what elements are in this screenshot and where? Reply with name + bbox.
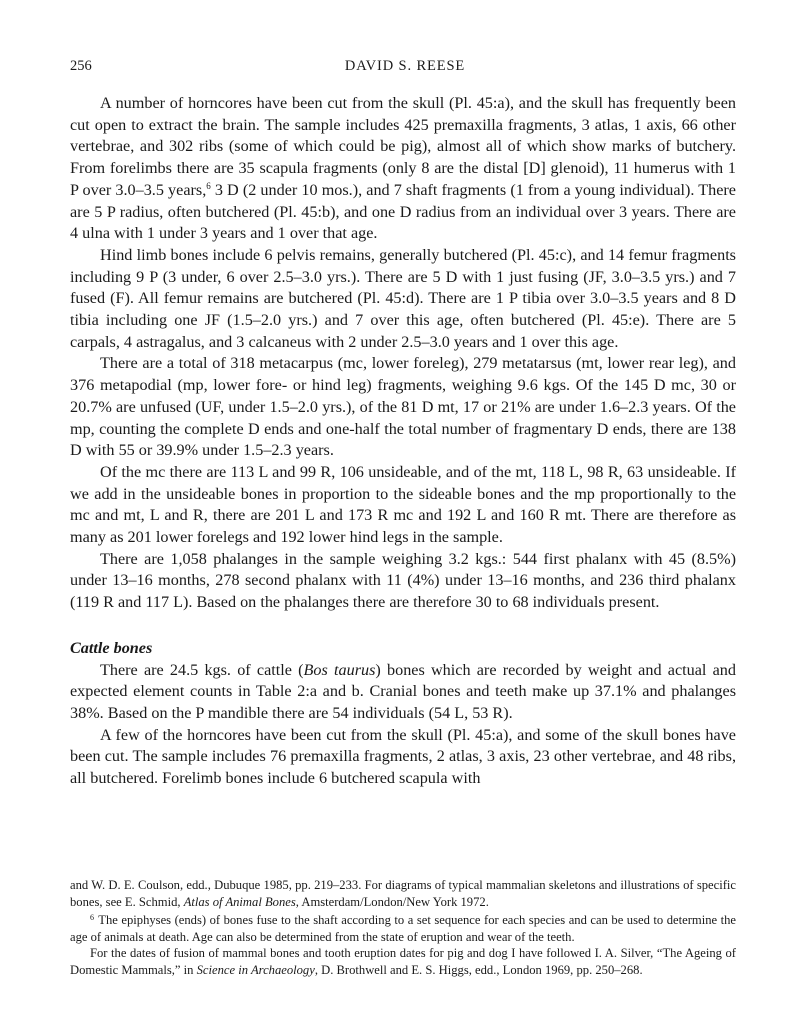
paragraph-metapodials: There are a total of 318 metacarpus (mc, lower foreleg), 279 metatarsus (mt, lower rear leg), and 376 metapodial (mp, lower fore- or hind leg) fragments, weighing 9.6 kgs. Of the 145 D mc, 30 or 20.7% are unfused (UF, under 1.5–2.0 yrs.), of the 81 D mt, 17 or 21% are under 1.6–2.3 years. Of the mp, counting the complete D ends and one-half the total number of fragmentary D ends, there are 138 D with 55 or 39.9% under 1.5–2.3 years.	[70, 354, 736, 460]
footnote-continuation: and W. D. E. Coulson, edd., Dubuque 1985, pp. 219–233. For diagrams of typical mammalian skeletons and illustrations of specific bones, see E. Schmid, Atlas of Animal Bones, Amsterdam/London/New York 1972.	[70, 878, 736, 909]
footnote-6: $^6$ The epiphyses (ends) of bones fuse to the shaft according to a set sequence for each species and can be used to determine the age of animals at death. Age can also be determined from the state of eruption and wear of the teeth.	[70, 913, 736, 944]
footnote-silver: For the dates of fusion of mammal bones and tooth eruption dates for pig and dog I have followed I. A. Silver, “The Ageing of Domestic Mammals,” in Science in Archaeology, D. Brothwell and E. S. Higgs, edd., London 1969, pp. 250–268.	[70, 946, 736, 977]
paragraph-cattle-horncores: A few of the horncores have been cut from the skull (Pl. 45:a), and some of the skull bones have been cut. The sample includes 76 premaxilla fragments, 2 atlas, 3 axis, 23 other vertebrae, and 48 ribs, all butchered. Forelimb bones include 6 butchered scapula with	[70, 725, 736, 788]
paragraph-siding: Of the mc there are 113 L and 99 R, 106 unsideable, and of the mt, 118 L, 98 R, 63 unsideable. If we add in the unsideable bones in proportion to the sideable bones and the mp proportionally to the mc and mt, L and R, there are 201 L and 173 R mc and 192 L and 160 R mt. There are therefore as many as 201 lower forelegs and 192 lower hind legs in the sample.	[70, 462, 736, 547]
footnote-ref-6[interactable]: 6	[206, 180, 211, 191]
footnotes	[70, 877, 736, 979]
footnote-marker-6: 6	[90, 913, 94, 923]
paragraph-hind-limb: Hind limb bones include 6 pelvis remains, generally butchered (Pl. 45:c), and 14 femur fragments including 9 P (3 under, 6 over 2.5–3.0 yrs.). There are 5 D with 1 just fusing (JF, 3.0–3.5 yrs.) and 7 fused (F). All femur remains are butchered (Pl. 45:d). There are 1 P tibia over 3.0–3.5 years and 8 D tibia including one JF (1.5–2.0 yrs.) and 7 over this age, often butchered (Pl. 45:e). There are 5 carpals, 4 astragalus, and 3 calcaneus with 2 under 2.5–3.0 years and 1 over this age.	[70, 245, 736, 351]
author-name: DAVID S. REESE	[344, 58, 466, 74]
paragraph-phalanges: There are 1,058 phalanges in the sample weighing 3.2 kgs.: 544 first phalanx with 45 (8.5%) under 13–16 months, 278 second phalanx with 11 (4%) under 13–16 months, and 236 third phalanx (119 R and 117 L). Based on the phalanges there are therefore 30 to 68 individuals present.	[70, 549, 736, 612]
section-heading-cattle: Cattle bones	[70, 638, 153, 657]
running-head	[70, 58, 740, 78]
page-number: 256	[70, 58, 92, 74]
paragraph-horncores: A number of horncores have been cut from the skull (Pl. 45:a), and the skull has frequently been cut open to extract the brain. The sample includes 425 premaxilla fragments, 3 atlas, 1 axis, 66 other vertebrae, and 302 ribs (some of which could be pig), almost all of which show marks of butchery. From forelimbs there are 35 scapula fragments (only 8 are the distal [D] glenoid), 11 humerus with 1 P over 3.0–3.5 years,$^6$ 3 D (2 under 10 mos.), and 7 shaft fragments (1 from a young individual). There are 5 P radius, often butchered (Pl. 45:b), and one D radius from an individual over 3 years. There are 4 ulna with 1 under 3 years and 1 over that age.	[70, 94, 736, 243]
species-name: Bos taurus	[303, 660, 376, 679]
paragraph-cattle-weight: There are 24.5 kgs. of cattle (Bos taurus) bones which are recorded by weight and actual and expected element counts in Table 2:a and b. Cranial bones and teeth make up 37.1% and phalanges 38%. Based on the P mandible there are 54 individuals (54 L, 53 R).	[70, 660, 736, 722]
body-text	[70, 93, 736, 790]
